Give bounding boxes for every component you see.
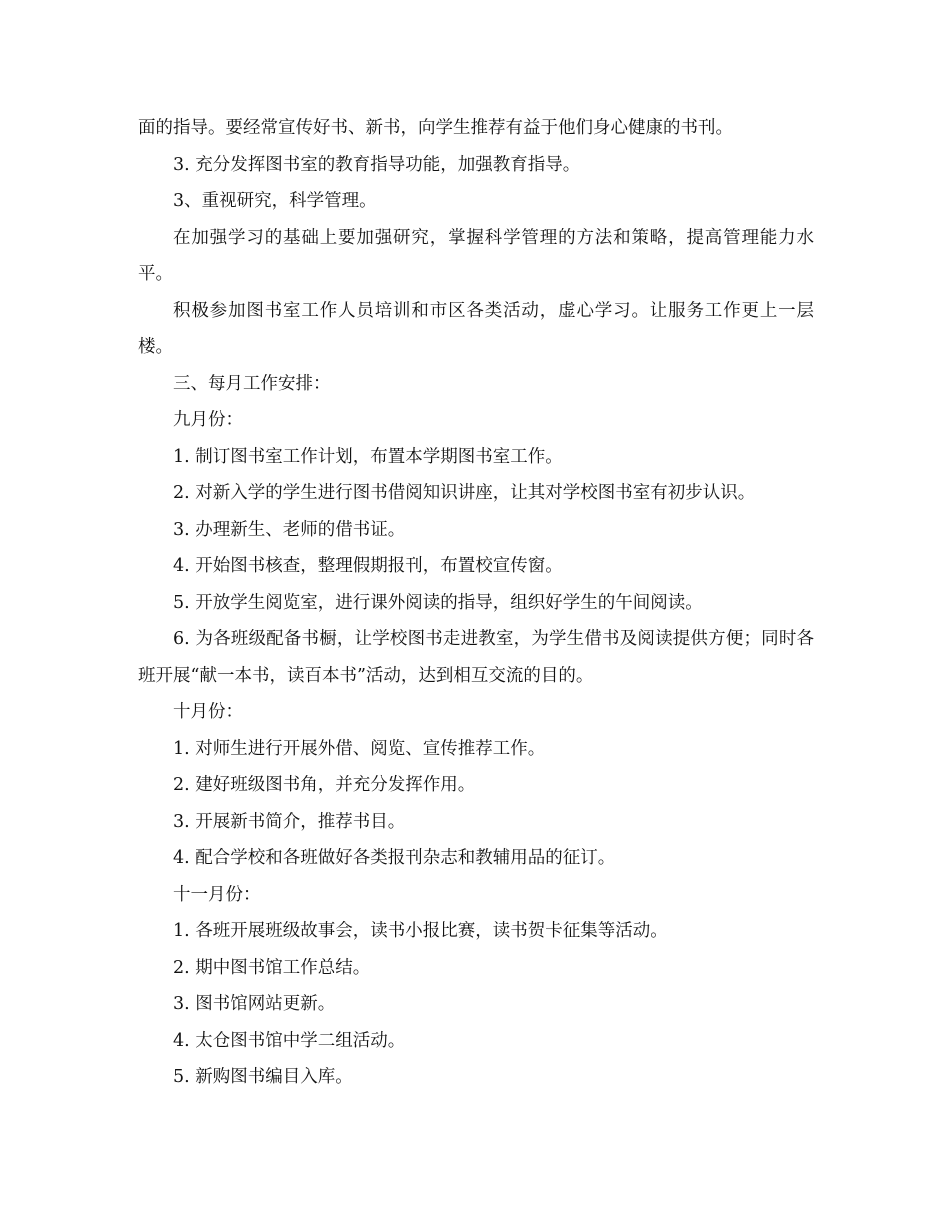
- paragraph-continuation: 面的指导。要经常宣传好书、新书，向学生推荐有益于他们身心健康的书刊。: [138, 118, 733, 138]
- month-heading: 十一月份：: [173, 884, 261, 905]
- section-heading: 三、每月工作安排：: [173, 373, 331, 394]
- list-item: 3. 办理新生、老师的借书证。: [173, 519, 406, 540]
- section-heading: 3、重视研究，科学管理。: [173, 191, 377, 211]
- list-item: 3. 开展新书简介，推荐书目。: [173, 811, 406, 832]
- list-item: 4. 配合学校和各班做好各类报刊杂志和教辅用品的征订。: [173, 848, 616, 868]
- paragraph: 在加强学习的基础上要加强研究，掌握科学管理的方法和策略，提高管理能力水平。: [138, 227, 814, 284]
- list-item: 2. 期中图书馆工作总结。: [173, 957, 371, 978]
- list-item: 5. 新购图书编目入库。: [173, 1067, 353, 1087]
- month-heading: 九月份：: [173, 410, 243, 430]
- month-heading: 十月份：: [173, 702, 243, 722]
- list-item: 1. 制订图书室工作计划，布置本学期图书室工作。: [173, 446, 563, 467]
- list-item: 4. 开始图书核查，整理假期报刊，布置校宣传窗。: [173, 556, 563, 576]
- paragraph: 3. 充分发挥图书室的教育指导功能，加强教育指导。: [173, 154, 581, 175]
- list-item: 3. 图书馆网站更新。: [173, 994, 336, 1014]
- paragraph: 积极参加图书室工作人员培训和市区各类活动，虚心学习。让服务工作更上一层楼。: [138, 300, 814, 357]
- list-item: 5. 开放学生阅览室，进行课外阅读的指导，组织好学生的午间阅读。: [173, 592, 703, 613]
- document-body: [138, 110, 814, 1096]
- list-item: 1. 对师生进行开展外借、阅览、宣传推荐工作。: [173, 738, 546, 759]
- list-item: 2. 建好班级图书角，并充分发挥作用。: [173, 775, 476, 795]
- list-item: 6. 为各班级配备书橱，让学校图书走进教室，为学生借书及阅读提供方便；同时各班开展“献一本书，读百本书”活动，达到相互交流的目的。: [138, 629, 814, 686]
- list-item: 2. 对新入学的学生进行图书借阅知识讲座，让其对学校图书室有初步认识。: [173, 483, 756, 503]
- list-item: 4. 太仓图书馆中学二组活动。: [173, 1030, 406, 1051]
- list-item: 1. 各班开展班级故事会，读书小报比赛，读书贺卡征集等活动。: [173, 921, 668, 941]
